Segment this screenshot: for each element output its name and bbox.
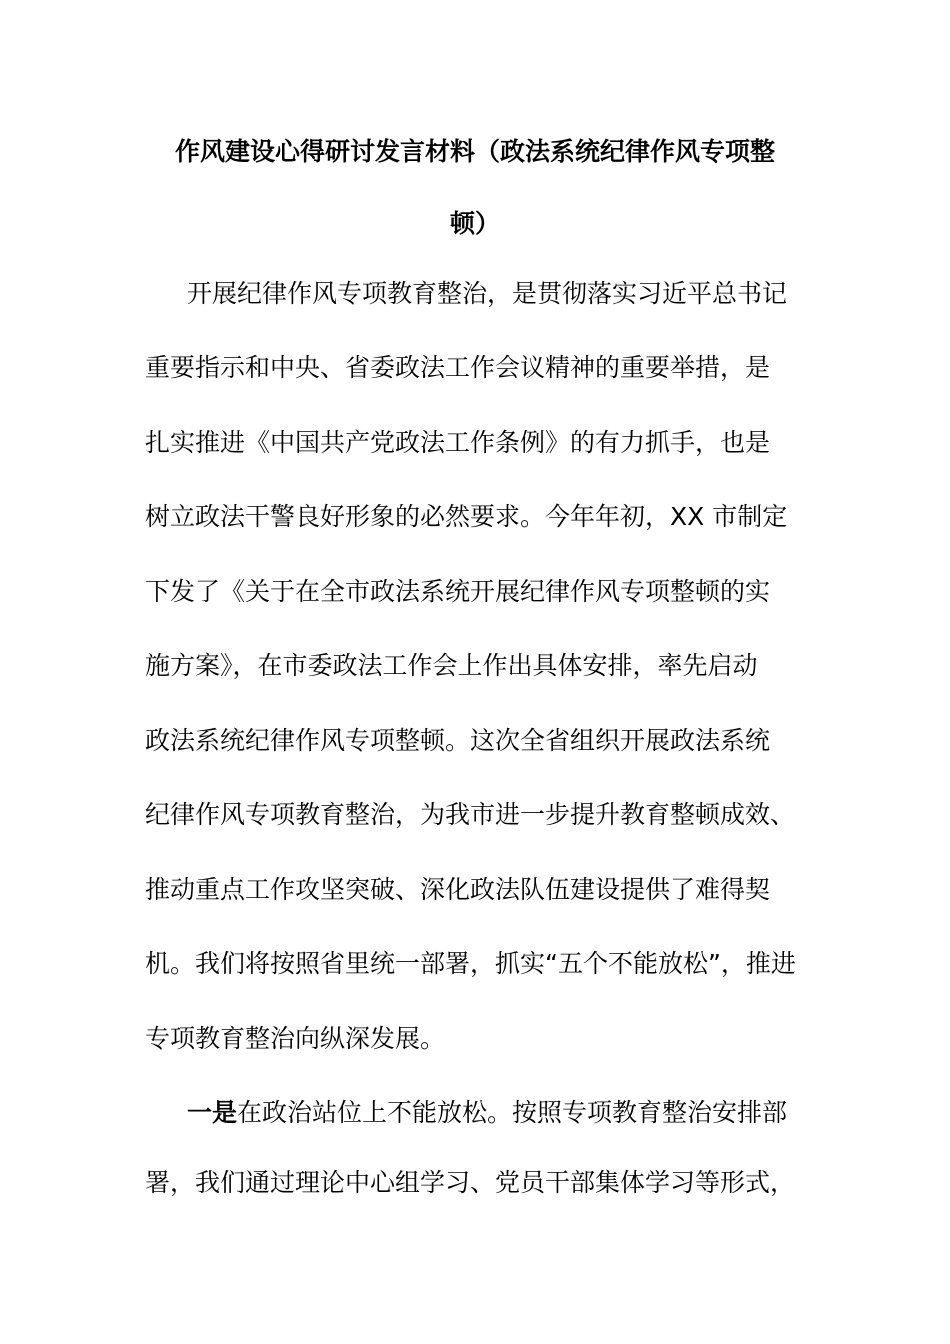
paragraph-1-line: 纪律作风专项教育整治，为我市进一步提升教育整顿成效、 (145, 800, 796, 829)
document-title-line-2: 顿） (449, 209, 500, 238)
paragraph-1-line: 树立政法干警良好形象的必然要求。今年年初，XX 市制定 (145, 502, 788, 531)
paragraph-1-line: 重要指示和中央、省委政法工作会议精神的重要举措，是 (145, 353, 771, 382)
paragraph-2-line-1-text: 在政治站位上不能放松。按照专项教育整治安排部 (237, 1098, 788, 1127)
document-title-line-1: 作风建设心得研讨发言材料（政法系统纪律作风专项整 (174, 137, 775, 166)
paragraph-1-line: 专项教育整治向纵深发展。 (145, 1024, 446, 1053)
paragraph-1-line: 扎实推进《中国共产党政法工作条例》的有力抓手，也是 (145, 428, 771, 457)
paragraph-2-line-2: 署，我们通过理论中心组学习、党员干部集体学习等形式， (145, 1168, 796, 1197)
paragraph-1-line: 政法系统纪律作风专项整顿。这次全省组织开展政法系统 (145, 726, 771, 755)
paragraph-1-line: 推动重点工作攻坚突破、深化政法队伍建设提供了难得契 (145, 875, 771, 904)
paragraph-1-line: 开展纪律作风专项教育整治，是贯彻落实习近平总书记 (187, 279, 788, 308)
paragraph-2-line-1 (187, 1098, 787, 1128)
paragraph-1-line: 下发了《关于在全市政法系统开展纪律作风专项整顿的实 (145, 577, 771, 606)
paragraph-1-line: 机。我们将按照省里统一部署，抓实“五个不能放松”，推进 (145, 949, 796, 978)
paragraph-2-lead: 一是 (187, 1098, 238, 1127)
paragraph-1-line: 施方案》，在市委政法工作会上作出具体安排，率先启动 (145, 651, 758, 680)
